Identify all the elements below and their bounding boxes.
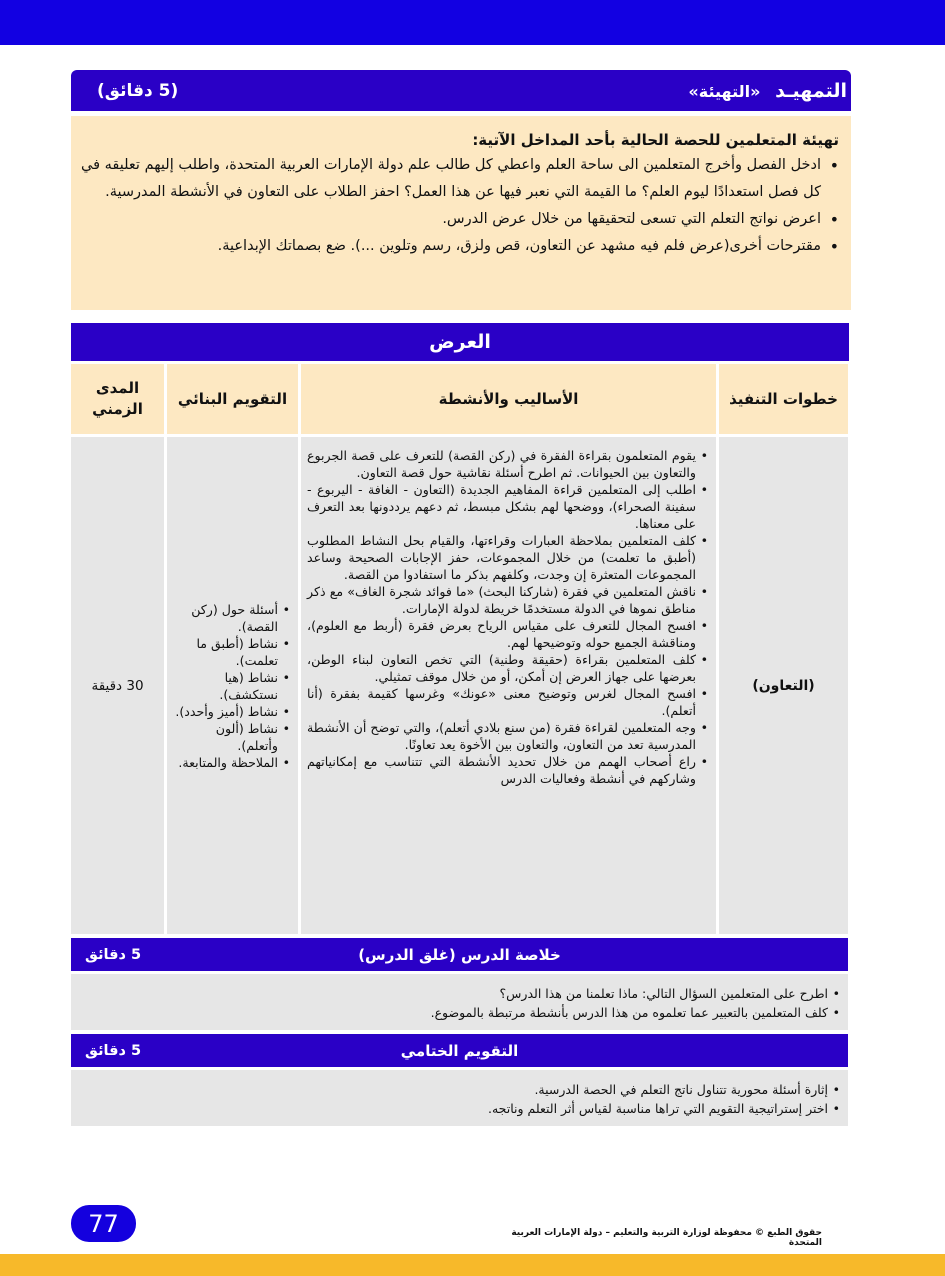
duration-cell <box>71 437 164 934</box>
list-item: • الملاحظة والمتابعة. <box>173 754 290 771</box>
list-item: • اطلب إلى المتعلمين قراءة المفاهيم الجديدة (التعاون - الغافة - اليربوع - سفينة الصحراء)، ووضحها لهم بشكل مبسط، ثم دعهم يرددونها بعد التعرف على معناها. <box>307 481 708 532</box>
column-header-assessment: التقويم البنائي <box>167 364 298 434</box>
final-assessment-list <box>71 1080 840 1118</box>
steps-cell <box>719 437 848 934</box>
intro-title <box>688 80 847 102</box>
list-item: • راع أصحاب الهمم من خلال تحديد الأنشطة التي تتناسب مع إمكانياتهم وشاركهم في أنشطة وفعاليات الدرس <box>307 753 708 787</box>
copyright-notice: حقوق الطبع © محفوظة لوزارة التربية والتعليم – دولة الإمارات العربية المتحدة <box>511 1228 822 1248</box>
intro-list <box>81 152 839 260</box>
activities-list <box>301 437 716 787</box>
final-assessment-title: التقويم الختامي <box>400 1041 519 1060</box>
list-item: • وجه المتعلمين لقراءة فقرة (من سنع بلادي أتعلم)، والتي توضح أن الأنشطة المدرسية تعد من التعاون، والتعاون بين الأخوة يعد تعاونًا. <box>307 719 708 753</box>
bottom-banner <box>0 1254 945 1276</box>
final-assessment-bar <box>71 1034 848 1067</box>
column-header-duration <box>71 364 164 434</box>
list-item: • نشاط (أطبق ما تعلمت). <box>173 635 290 669</box>
duration-value: 30 دقيقة <box>91 677 144 694</box>
activities-cell <box>301 437 716 934</box>
list-item: • يقوم المتعلمون بقراءة الفقرة في (ركن القصة) للتعرف على قصة الجربوع والتعاون بين الحيوانات. ثم اطرح أسئلة نقاشية حول قصة التعاون. <box>307 447 708 481</box>
final-assessment-duration: 5 دقائق <box>85 1042 142 1059</box>
intro-duration: (5 دقائق) <box>97 80 179 101</box>
closure-duration: 5 دقائق <box>85 946 142 963</box>
intro-header <box>71 70 851 111</box>
assessment-list <box>167 601 298 771</box>
assessment-cell <box>167 437 298 934</box>
list-item: • كلف المتعلمين بالتعبير عما تعلموه من هذا الدرس بأنشطة مرتبطة بالموضوع. <box>71 1003 840 1022</box>
list-item: • افسح المجال لغرس وتوضيح معنى «عونك» وغرسها كقيمة بفقرة (أنا أتعلم). <box>307 685 708 719</box>
closure-title: خلاصة الدرس (غلق الدرس) <box>358 945 561 964</box>
list-item: • نشاط (أميز وأحدد). <box>173 703 290 720</box>
closure-bar <box>71 938 848 971</box>
list-item: • كلف المتعلمين بملاحظة العبارات وقراءتها، والقيام بحل النشاط المطلوب (أطبق ما تعلمت) من خلال المجموعات، حفز الإجابات الصحيحة وساعد المجموعات المتعثرة إن وجدت، وكلفهم بذكر ما استفادوا من القصة. <box>307 532 708 583</box>
steps-value: (التعاون) <box>752 677 815 694</box>
intro-heading: تهيئة المتعلمين للحصة الحالية بأحد المداخل الآتية: <box>472 131 839 149</box>
list-item: • افسح المجال للتعرف على مقياس الرياح بعرض فقرة (أربط مع العلوم)، ومناقشة الجميع حوله وتوضيحها لهم. <box>307 617 708 651</box>
intro-subtitle: «التهيئة» <box>688 81 761 101</box>
list-item: • اعرض نواتج التعلم التي تسعى لتحقيقها من خلال عرض الدرس. <box>81 206 839 233</box>
page-number: 77 <box>88 1209 119 1238</box>
list-item: • ادخل الفصل وأخرج المتعلمين الى ساحة العلم واعطي كل طالب علم دولة الإمارات العربية المتحدة، واطلب إليهم تعليقه في كل فصل استعدادًا ليوم العلم؟ ما القيمة التي نعبر فيها عن هذا العمل؟ احفز الطلاب على التعاون في الأنشطة المدرسية. <box>81 152 839 206</box>
list-item: • مقترحات أخرى(عرض فلم فيه مشهد عن التعاون، قص ولزق، رسم وتلوين ...). ضع بصماتك الإبداعية. <box>81 233 839 260</box>
top-banner <box>0 0 945 45</box>
final-assessment-body <box>71 1070 848 1126</box>
column-header-activities: الأساليب والأنشطة <box>301 364 716 434</box>
column-header-duration-text: المدى الزمني <box>92 379 143 418</box>
list-item: • ناقش المتعلمين في فقرة (شاركنا البحث) «ما فوائد شجرة الغاف» مع ذكر مناطق نموها في الدولة مستخدمًا خريطة لدولة الإمارات. <box>307 583 708 617</box>
closure-list <box>71 984 840 1022</box>
presentation-title: العرض <box>429 331 491 353</box>
column-header-steps: خطوات التنفيذ <box>719 364 848 434</box>
closure-body <box>71 974 848 1030</box>
list-item: • اختر إستراتيجية التقويم التي تراها مناسبة لقياس أثر التعلم وناتجه. <box>71 1099 840 1118</box>
list-item: • إثارة أسئلة محورية تتناول ناتج التعلم في الحصة الدرسية. <box>71 1080 840 1099</box>
intro-title-text: التمهيـد <box>775 79 847 102</box>
intro-box <box>71 116 851 310</box>
list-item: • نشاط (ألون وأتعلم). <box>173 720 290 754</box>
presentation-title-bar <box>71 323 849 361</box>
list-item: • أسئلة حول (ركن القصة). <box>173 601 290 635</box>
list-item: • اطرح على المتعلمين السؤال التالي: ماذا تعلمنا من هذا الدرس؟ <box>71 984 840 1003</box>
list-item: • كلف المتعلمين بقراءة (حقيقة وطنية) التي تخص التعاون لبناء الوطن، بعرضها على جهاز العرض إن أمكن، أو من خلال موقف تمثيلي. <box>307 651 708 685</box>
page-number-badge <box>71 1205 136 1242</box>
list-item: • نشاط (هيا نستكشف). <box>173 669 290 703</box>
